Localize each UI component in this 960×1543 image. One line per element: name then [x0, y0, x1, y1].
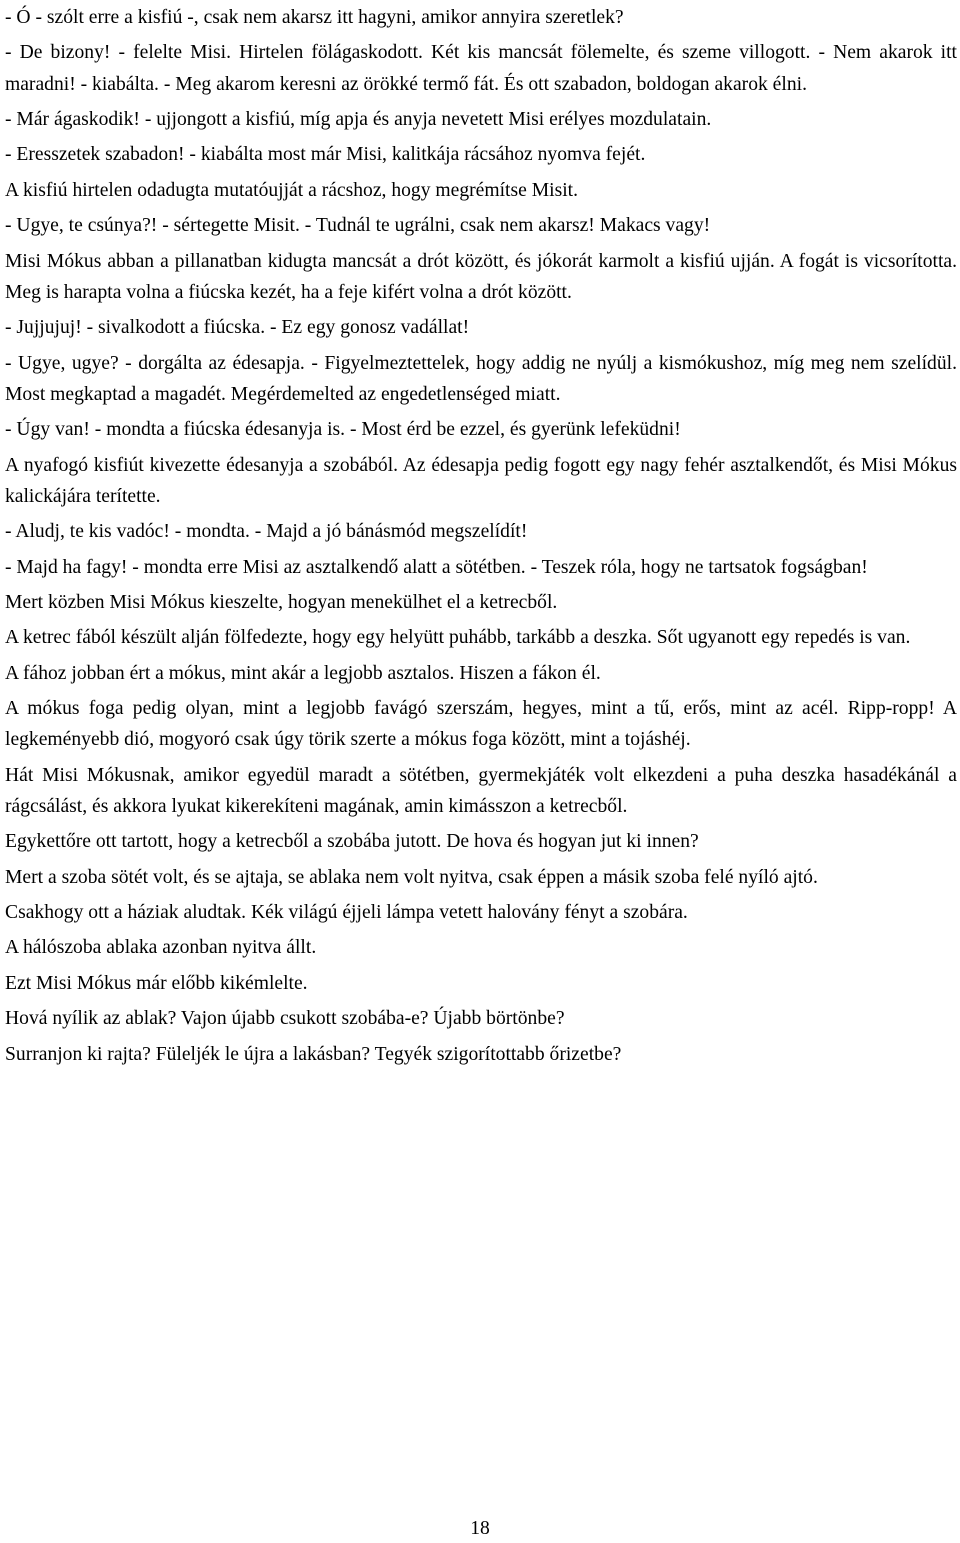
- paragraph-14: Mert közben Misi Mókus kieszelte, hogyan menekülhet el a ketrecből.: [5, 591, 558, 613]
- paragraph-16: A fához jobban ért a mókus, mint akár a legjobb asztalos. Hiszen a fákon él.: [5, 662, 601, 684]
- paragraph-12: - Aludj, te kis vadóc! - mondta. - Majd a jó bánásmód megszelídít!: [5, 521, 528, 543]
- paragraph-23: Ezt Misi Mókus már előbb kikémlelte.: [5, 972, 308, 994]
- paragraph-17: A mókus foga pedig olyan, mint a legjobb favágó szerszám, hegyes, mint a tű, erős, mint az acél. Ripp-ropp! A legkeményebb dió, mogyoró csak úgy törik szerte a mókus foga között, mint a tojáshéj.: [5, 698, 957, 751]
- paragraph-11: A nyafogó kisfiút kivezette édesanyja a szobából. Az édesapja pedig fogott egy nagy fehér asztalkendőt, és Misi Mókus kalickájára terítette.: [5, 454, 957, 507]
- paragraph-22: A hálószoba ablaka azonban nyitva állt.: [5, 937, 317, 959]
- paragraph-2: - De bizony! - felelte Misi. Hirtelen fölágaskodott. Két kis mancsát fölemelte, és szeme villogott. - Nem akarok itt maradni! - kiabálta. - Meg akarom keresni az örökké termő fát. És ott szabadon, boldogan akarok élni.: [5, 42, 957, 95]
- paragraph-18: Hát Misi Mókusnak, amikor egyedül maradt a sötétben, gyermekjáték volt elkezdeni a puha deszka hasadékánál a rágcsálást, és akkora lyukat kikerekíteni magának, amin kimásszon a ketrecből.: [5, 764, 957, 817]
- paragraph-21: Csakhogy ott a háziak aludtak. Kék világú éjjeli lámpa vetett halovány fényt a szobára.: [5, 902, 688, 924]
- paragraph-1: - Ó - szólt erre a kisfiú -, csak nem akarsz itt hagyni, amikor annyira szeretlek?: [5, 7, 624, 28]
- paragraph-13: - Majd ha fagy! - mondta erre Misi az asztalkendő alatt a sötétben. - Teszek róla, hogy ne tartsatok fogságban!: [5, 556, 868, 578]
- paragraph-25: Surranjon ki rajta? Füleljék le újra a lakásban? Tegyék szigorítottabb őrizetbe?: [5, 1043, 622, 1065]
- paragraph-7: Misi Mókus abban a pillanatban kidugta mancsát a drót között, és jókorát karmolt a kisfiú ujján. A fogát is vicsorította. Meg is harapta volna a fiúcska kezét, ha a feje kifért volna a drót között.: [5, 250, 957, 303]
- paragraph-15: A ketrec fából készült alján fölfedezte, hogy egy helyütt puhább, tarkább a deszka. Sőt ugyanott egy repedés is van.: [5, 627, 911, 649]
- page-number: 18: [470, 1518, 490, 1539]
- document-page: [5, 2, 957, 1074]
- paragraph-10: - Úgy van! - mondta a fiúcska édesanyja is. - Most érd be ezzel, és gyerünk lefeküdni!: [5, 419, 681, 441]
- paragraph-8: - Jujjujuj! - sivalkodott a fiúcska. - Ez egy gonosz vadállat!: [5, 317, 470, 339]
- paragraph-9: - Ugye, ugye? - dorgálta az édesapja. - Figyelmeztettelek, hogy addig ne nyúlj a kismókushoz, míg meg nem szelídül. Most megkaptad a magadét. Megérdemelted az engedetlenséged miatt.: [5, 352, 957, 405]
- paragraph-3: - Már ágaskodik! - ujjongott a kisfiú, míg apja és anyja nevetett Misi erélyes mozdulatain.: [5, 108, 712, 130]
- paragraph-20: Mert a szoba sötét volt, és se ajtaja, se ablaka nem volt nyitva, csak éppen a másik szoba felé nyíló ajtó.: [5, 866, 818, 888]
- paragraph-6: - Ugye, te csúnya?! - sértegette Misit. - Tudnál te ugrálni, csak nem akarsz! Makacs vagy!: [5, 215, 711, 237]
- paragraph-24: Hová nyílik az ablak? Vajon újabb csukott szobába-e? Újabb börtönbe?: [5, 1008, 565, 1030]
- paragraph-4: - Eresszetek szabadon! - kiabálta most már Misi, kalitkája rácsához nyomva fejét.: [5, 144, 646, 166]
- paragraph-5: A kisfiú hirtelen odadugta mutatóujját a rácshoz, hogy megrémítse Misit.: [5, 179, 578, 201]
- paragraph-19: Egykettőre ott tartott, hogy a ketrecből a szobába jutott. De hova és hogyan jut ki innen?: [5, 831, 699, 853]
